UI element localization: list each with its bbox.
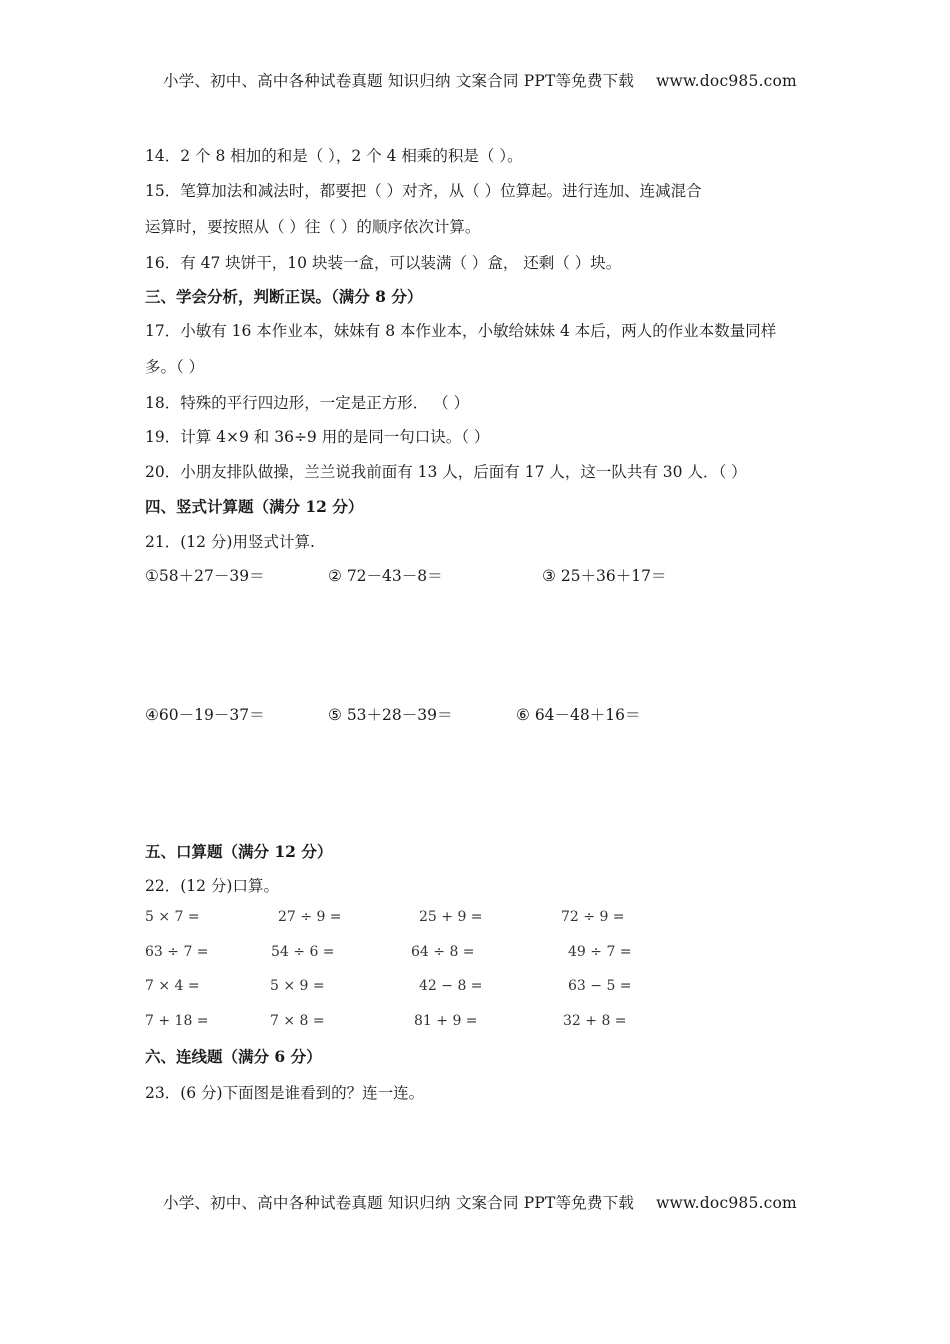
mental-calc: 5 × 7 =: [145, 909, 200, 925]
question-23: 23．(6 分)下面图是谁看到的？连一连。: [145, 1084, 425, 1102]
mental-calc: 72 ÷ 9 =: [561, 909, 625, 925]
mental-calc: 5 × 9 =: [270, 978, 325, 994]
footer-text: 小学、初中、高中各种试卷真题 知识归纳 文案合同 PPT等免费下载: [163, 1194, 635, 1212]
question-14: 14．2 个 8 相加的和是（ ），2 个 4 相乘的积是（ ）。: [145, 147, 523, 165]
question-19: 19．计算 4×9 和 36÷9 用的是同一句口诀。（ ）: [145, 428, 490, 446]
mental-calc: 25 + 9 =: [419, 909, 483, 925]
section-6-title: 六、连线题（满分 6 分）: [145, 1047, 322, 1066]
mental-calc: 27 ÷ 9 =: [278, 909, 342, 925]
mental-calc: 64 ÷ 8 =: [411, 944, 475, 960]
mental-calc: 7 × 4 =: [145, 978, 200, 994]
mental-calc: 7 + 18 =: [145, 1013, 209, 1029]
section-5-title: 五、口算题（满分 12 分）: [145, 842, 333, 861]
vertical-calc-2: ② 72－43－8＝: [328, 567, 443, 585]
section-4-title: 四、竖式计算题（满分 12 分）: [145, 497, 364, 516]
footer-site: www.doc985.com: [656, 1194, 797, 1212]
header-site: www.doc985.com: [656, 72, 797, 90]
mental-calc: 54 ÷ 6 =: [271, 944, 335, 960]
vertical-calc-4: ④60－19－37＝: [145, 706, 265, 724]
vertical-calc-1: ①58＋27－39＝: [145, 567, 265, 585]
question-22: 22．(12 分)口算。: [145, 877, 279, 895]
mental-calc: 63 ÷ 7 =: [145, 944, 209, 960]
question-15-line-1: 15．笔算加法和减法时，都要把（ ）对齐，从（ ）位算起。进行连加、连减混合: [145, 182, 702, 200]
vertical-calc-6: ⑥ 64－48＋16＝: [516, 706, 641, 724]
vertical-calc-3: ③ 25＋36＋17＝: [542, 567, 667, 585]
mental-calc: 63 − 5 =: [568, 978, 632, 994]
page-header: [163, 69, 797, 91]
mental-calc: 49 ÷ 7 =: [568, 944, 632, 960]
question-17-line-2: 多。（ ）: [145, 358, 205, 376]
header-text: 小学、初中、高中各种试卷真题 知识归纳 文案合同 PPT等免费下载: [163, 72, 635, 90]
vertical-calc-5: ⑤ 53＋28－39＝: [328, 706, 453, 724]
mental-calc: 42 − 8 =: [419, 978, 483, 994]
question-16: 16．有 47 块饼干，10 块装一盒，可以装满（ ）盒， 还剩（ ）块。: [145, 254, 622, 272]
question-17-line-1: 17．小敏有 16 本作业本，妹妹有 8 本作业本，小敏给妹妹 4 本后，两人的作业本数量同样: [145, 322, 777, 340]
mental-calc: 81 + 9 =: [414, 1013, 478, 1029]
mental-calc: 7 × 8 =: [270, 1013, 325, 1029]
question-20: 20．小朋友排队做操，兰兰说我前面有 13 人，后面有 17 人，这一队共有 30 人．（ ）: [145, 463, 747, 481]
question-15-line-2: 运算时，要按照从（ ）往（ ）的顺序依次计算。: [145, 218, 481, 236]
section-3-title: 三、学会分析，判断正误。（满分 8 分）: [145, 287, 423, 306]
question-21: 21．(12 分)用竖式计算.: [145, 533, 315, 551]
mental-calc: 32 + 8 =: [563, 1013, 627, 1029]
page-footer: [163, 1191, 797, 1213]
question-18: 18．特殊的平行四边形，一定是正方形． （ ）: [145, 394, 470, 412]
